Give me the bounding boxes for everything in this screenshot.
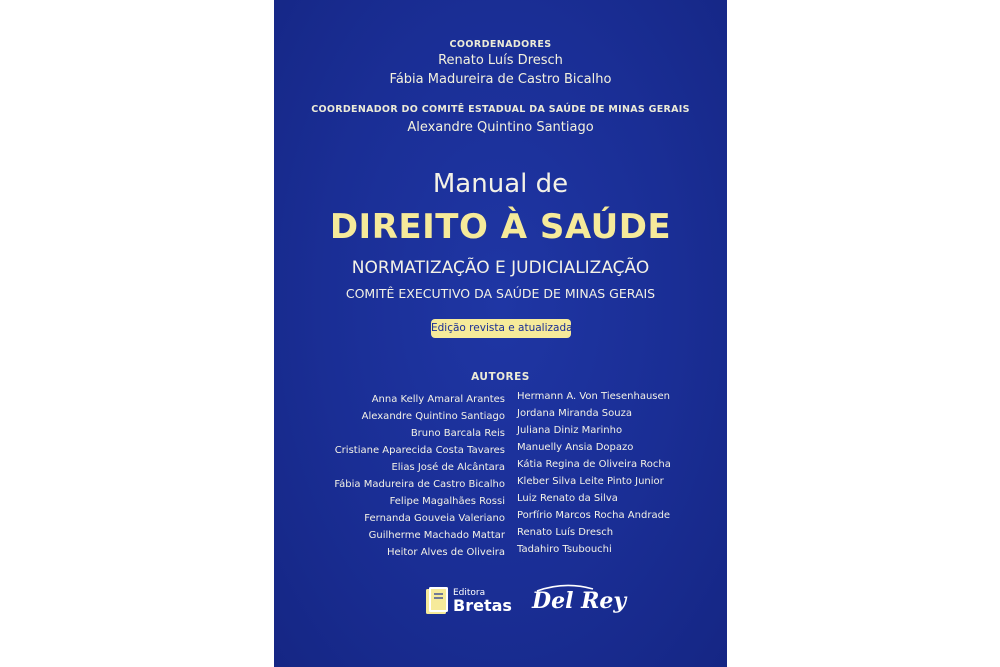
coordinator-name: Fábia Madureira de Castro Bicalho [389, 72, 612, 87]
coordinator-name: Renato Luís Dresch [438, 53, 563, 68]
book-subtitle: NORMATIZAÇÃO E JUDICIALIZAÇÃO [351, 258, 650, 278]
book-title: DIREITO À SAÚDE [329, 207, 672, 247]
edition-badge: Edição revista e atualizada [431, 319, 571, 338]
committee-label: COORDENADOR DO COMITÊ ESTADUAL DA SAÚDE DE MINAS GERAIS [311, 104, 690, 115]
author-name: Porfírio Marcos Rocha Andrade [517, 510, 671, 521]
author-name: Anna Kelly Amaral Arantes [371, 394, 505, 405]
publisher-label: Editora [453, 587, 486, 598]
publisher-name: Bretas [453, 595, 512, 615]
coordinators-label: COORDENADORES [449, 39, 552, 50]
author-name: Tadahiro Tsubouchi [517, 544, 612, 555]
committee-coordinator: Alexandre Quintino Santiago [407, 120, 594, 135]
author-name: Hermann A. Von Tiesenhausen [517, 391, 670, 402]
title-prefix: Manual de [432, 169, 569, 199]
author-name: Juliana Diniz Marinho [517, 425, 623, 436]
author-name: Kátia Regina de Oliveira Rocha [517, 459, 671, 470]
publisher-logo-bretas [425, 584, 512, 618]
authors-list-left [334, 391, 505, 561]
book-cover [274, 0, 727, 667]
author-name: Luiz Renato da Silva [517, 493, 618, 504]
author-name: Felipe Magalhães Rossi [389, 496, 505, 507]
author-name: Jordana Miranda Souza [517, 408, 632, 419]
author-name: Guilherme Machado Mattar [368, 530, 505, 541]
book-subtitle-secondary: COMITÊ EXECUTIVO DA SAÚDE DE MINAS GERAIS [345, 286, 656, 301]
author-name: Alexandre Quintino Santiago [361, 411, 505, 422]
author-name: Manuelly Ansia Dopazo [517, 442, 634, 453]
author-name: Fábia Madureira de Castro Bicalho [334, 479, 505, 490]
author-name: Fernanda Gouveia Valeriano [364, 513, 505, 524]
authors-list-right [517, 388, 671, 558]
author-name: Elias José de Alcântara [391, 462, 505, 473]
book-icon [425, 586, 449, 616]
author-name: Heitor Alves de Oliveira [386, 547, 505, 558]
author-name: Cristiane Aparecida Costa Tavares [334, 445, 505, 456]
publisher-logo-delrey: Del Rey [532, 588, 627, 614]
author-name: Kleber Silva Leite Pinto Junior [517, 476, 664, 487]
authors-label: AUTORES [471, 371, 530, 383]
author-name: Bruno Barcala Reis [410, 428, 505, 439]
author-name: Renato Luís Dresch [517, 527, 614, 538]
